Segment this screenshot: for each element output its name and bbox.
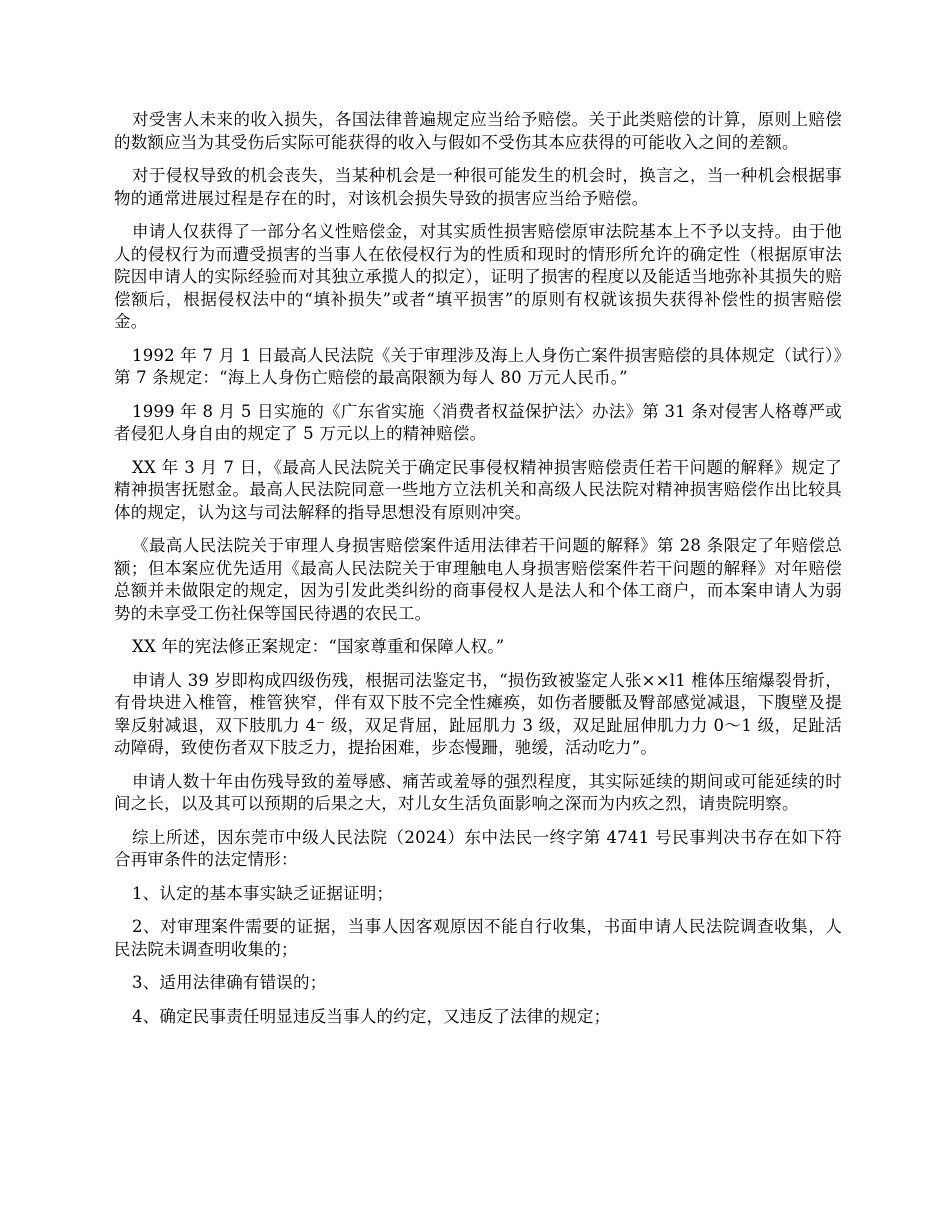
paragraph-income-loss: 对受害人未来的收入损失，各国法律普遍规定应当给予赔偿。关于此类赔偿的计算，原则上赔偿的数额应当为其受伤后实际可能获得的收入与假如不受伤其本应获得的可能收入之间的差额。 <box>114 110 842 152</box>
paragraph-nominal-damages: 申请人仅获得了一部分名义性赔偿金，对其实质性损害赔偿原审法院基本上不予以支持。由于他人的侵权行为而遭受损害的当事人在依侵权行为的性质和现时的情形所允许的确定性（根据原审法院因申请人的实际经验而对其独立承揽人的拟定），证明了损害的程度以及能适当地弥补其损失的赔偿额后，根据侵权法中的“填补损失”或者“填平损害”的原则有权就该损失获得补偿性的损害赔偿金。 <box>114 222 842 331</box>
paragraph-opportunity-loss: 对于侵权导致的机会丧失，当某种机会是一种很可能发生的机会时，换言之，当一种机会根据事物的通常进展过程是存在的时，对该机会损失导致的损害应当给予赔偿。 <box>114 166 842 208</box>
list-item-4: 4、确定民事责任明显违反当事人的约定，又违反了法律的规定； <box>132 1006 611 1026</box>
list-item-3: 3、适用法律确有错误的； <box>132 973 327 992</box>
paragraph-summary: 综上所述，因东莞市中级人民法院（2024）东中法民一终字第 4741 号民事判决书存在如下符合再审条件的法定情形： <box>114 827 842 869</box>
paragraph-1999-rule: 1999 年 8 月 5 日实施的《广东省实施〈消费者权益保护法〉办法》第 31 条对侵害人格尊严或者侵犯人身自由的规定了 5 万元以上的精神赔偿。 <box>114 401 842 443</box>
paragraph-disability: 申请人 39 岁即构成四级伤残，根据司法鉴定书，“损伤致被鉴定人张××l1 椎体压缩爆裂骨折，有骨块进入椎管，椎管狭窄，伴有双下肢不完全性瘫痪，如伤者腰骶及臀部感觉减退，下腹壁及提睾反射减退，双下肢肌力 4⁻ 级，双足背屈，趾屈肌力 3 级，双足趾屈伸肌力力 0～1 级，足趾活动障碍，致使伤者双下肢乏力，提抬困难，步态慢跚，驰缓，活动吃力”。 <box>114 670 842 757</box>
paragraph-annual-cap: 《最高人民法院关于审理人身损害赔偿案件适用法律若干问题的解释》第 28 条限定了年赔偿总额；但本案应优先适用《最高人民法院关于审理触电人身损害赔偿案件若干问题的解释》对年赔偿总额并未做限定的规定，因为引发此类纠纷的商事侵权人是法人和个体工商户，而本案申请人为弱势的未享受工伤社保等国民待遇的农民工。 <box>114 536 842 623</box>
paragraph-suffering: 申请人数十年由伤残导致的羞辱感、痛苦或羞辱的强烈程度，其实际延续的期间或可能延续的时间之长，以及其可以预期的后果之大，对儿女生活负面影响之深而为内疚之烈，请贵院明察。 <box>114 771 842 813</box>
paragraph-mental-damages: XX 年 3 月 7 日，《最高人民法院关于确定民事侵权精神损害赔偿责任若干问题的解释》规定了精神损害抚慰金。最高人民法院同意一些地方立法机关和高级人民法院对精神损害赔偿作出比较具体的规定，认为这与司法解释的指导思想没有原则冲突。 <box>114 457 842 522</box>
paragraph-1992-rule: 1992 年 7 月 1 日最高人民法院《关于审理涉及海上人身伤亡案件损害赔偿的具体规定（试行）》第 7 条规定：“海上人身伤亡赔偿的最高限额为每人 80 万元人民币。” <box>114 345 842 387</box>
document-body <box>114 109 842 1039</box>
list-item-1: 1、认定的基本事实缺乏证据证明； <box>132 883 394 903</box>
list-item-2: 2、对审理案件需要的证据，当事人因客观原因不能自行收集，书面申请人民法院调查收集，人民法院未调查明收集的； <box>114 917 842 959</box>
paragraph-constitution: XX 年的宪法修正案规定：“国家尊重和保障人权。” <box>132 637 505 656</box>
